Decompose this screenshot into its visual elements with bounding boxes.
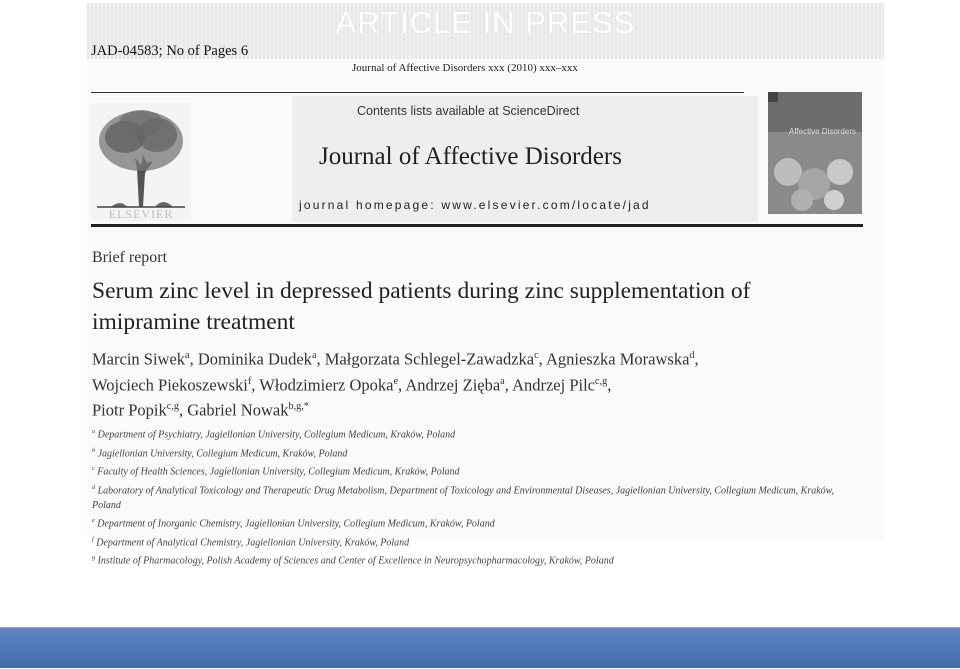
article-id: JAD-04583; No of Pages 6 [91,43,249,59]
affiliation-key: e [92,517,95,525]
author-separator: , [189,349,198,369]
author-name: Agnieszka Morawska [545,349,690,369]
author-affiliation-mark: a [311,350,317,361]
affiliation-item [92,480,862,514]
author-affiliation-mark: a [185,350,190,361]
elsevier-tree-logo [91,103,191,221]
author-separator: , [316,349,325,369]
author-separator: , [504,375,513,394]
author-name: Marcin Siwek [92,349,186,369]
affiliation-key: g [92,554,96,562]
affiliation-text: Faculty of Health Sciences, Jagiellonian University, Collegium Medicum, Kraków, Poland [94,466,460,478]
header-rule [91,92,744,93]
affiliation-text: Institute of Pharmacology, Polish Academy of Sciences and Center of Excellence in Neuropsychopharmacology, Kraków, Poland [95,555,614,567]
author-affiliation-mark: a [500,375,505,387]
author-name: Andrzej Pilc [512,375,595,394]
author-affiliation-mark: c,g [595,375,608,387]
journal-homepage: journal homepage: www.elsevier.com/locate/jad [299,198,651,212]
author-name: Gabriel Nowak [187,400,289,420]
affiliation-item [92,550,862,569]
author-name: Włodzimierz Opoka [259,375,394,394]
affiliation-item [92,443,862,462]
contents-line: Contents lists available at ScienceDirect [357,104,580,118]
author-separator: , [398,375,406,394]
author-separator: , [251,375,260,394]
article-in-press-banner: ARTICLE IN PRESS [335,5,636,40]
author-affiliation-mark: e [393,375,398,387]
affiliation-item [92,424,862,443]
article-page-scan [87,3,884,567]
author-name: Andrzej Zięba [405,375,501,394]
author-affiliation-mark: f [247,375,252,387]
affiliation-item [92,461,862,480]
section-label: Brief report [92,249,168,266]
affiliation-key: a [92,428,96,435]
affiliation-text: Department of Analytical Chemistry, Jagiellonian University, Kraków, Poland [93,537,410,549]
affiliation-key: f [92,535,94,543]
affiliation-key: b [92,446,96,454]
author-separator: , [694,349,699,369]
affiliation-item [92,513,862,532]
author-name: Małgorzata Schlegel-Zawadzka [324,349,535,369]
author-separator: , [607,375,612,394]
header-thick-rule [91,224,863,227]
author-separator: , [538,349,546,369]
cover-title: Affective Disorders [789,127,856,136]
author-name: Wojciech Piekoszewski [92,375,248,394]
affiliation-key: d [92,483,96,491]
top-band [87,3,884,59]
author-separator: , [178,400,188,420]
elsevier-wordmark: ELSEVIER [108,207,174,221]
footer-bar [0,627,960,668]
corresponding-author-mark: * [303,401,309,412]
affiliation-text: Jagiellonian University, Collegium Medicum, Kraków, Poland [95,447,348,459]
affiliation-text: Laboratory of Analytical Toxicology and Therapeutic Drug Metabolism, Department of Toxicology and Environmental Diseases, Jagiellonian University, Collegium Medicum, Kraków, Poland [92,484,835,512]
affiliation-text: Department of Inorganic Chemistry, Jagiellonian University, Collegium Medicum, Kraków, Poland [94,518,495,530]
author-name: Piotr Popik [92,400,167,420]
author-name: Dominika Dudek [197,349,312,369]
affiliation-item [92,532,862,551]
journal-citation-line: Journal of Affective Disorders xxx (2010) xxx–xxx [352,62,578,74]
affiliation-text: Department of Psychiatry, Jagiellonian University, Collegium Medicum, Kraków, Poland [95,429,456,441]
author-affiliation-mark: d [689,350,695,361]
affiliation-key: c [92,465,95,473]
author-affiliation-mark: c [534,350,539,361]
author-affiliation-mark: b,g, [288,401,304,412]
article-title: Serum zinc level in depressed patients during zinc supplementation of imipramine treatment [92,278,751,335]
author-affiliation-mark: c,g [166,401,179,412]
journal-title: Journal of Affective Disorders [319,143,622,170]
author-list [92,345,862,422]
journal-cover-image [768,92,862,214]
affiliation-list [92,424,862,569]
